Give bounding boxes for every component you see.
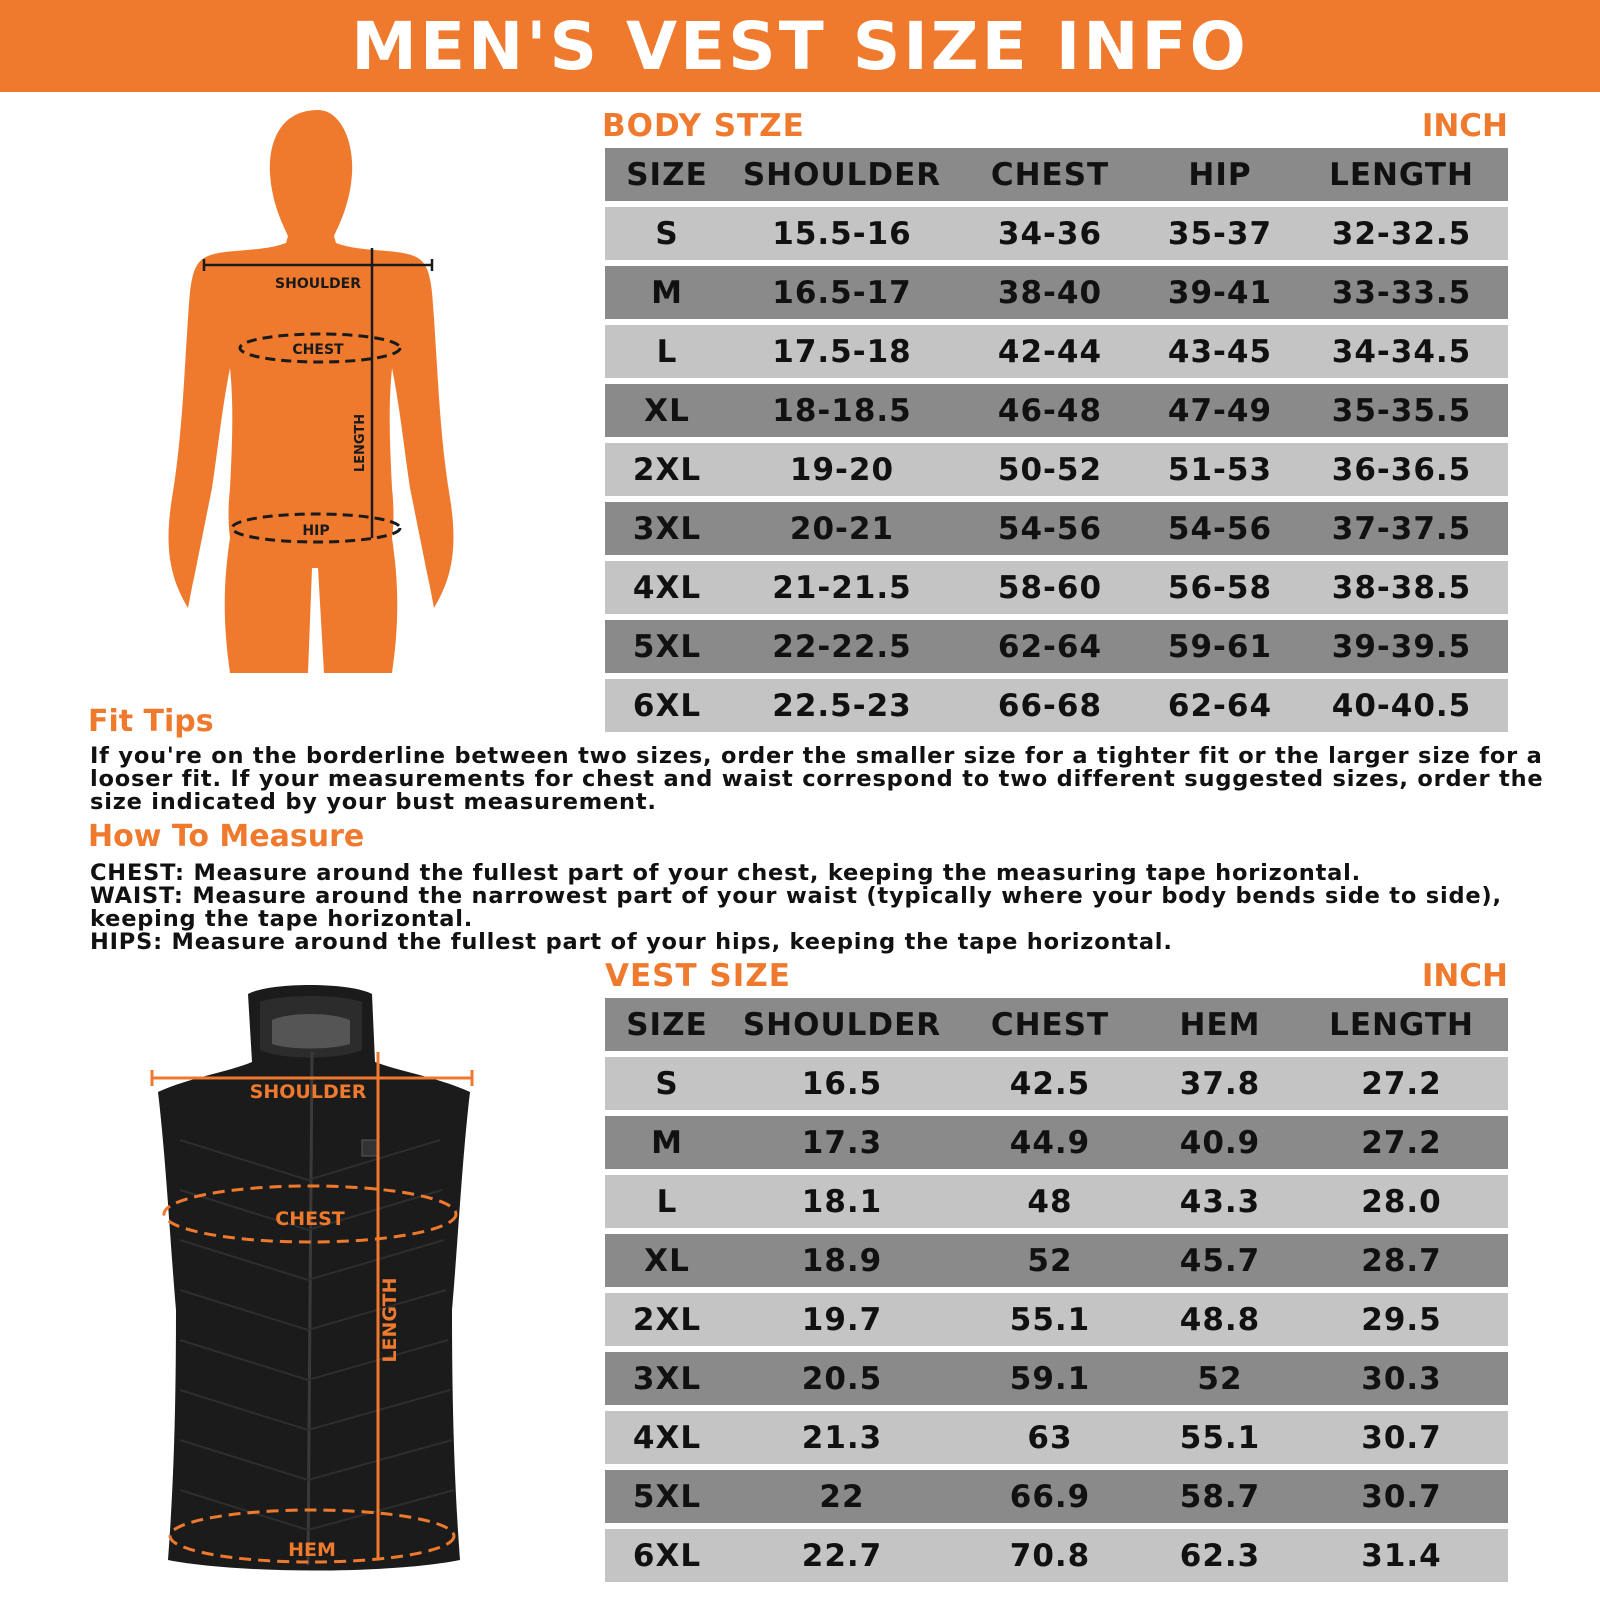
table-cell: 22: [819, 1478, 865, 1515]
table-cell: 39-41: [1167, 274, 1273, 311]
header-cell: SHOULDER: [742, 1006, 942, 1043]
header-cell: LENGTH: [1329, 156, 1474, 193]
table-cell: 3XL: [632, 510, 702, 547]
table-cell: 28.7: [1361, 1242, 1442, 1279]
table-cell: 62.3: [1179, 1537, 1261, 1574]
table-cell: 62-64: [1167, 687, 1273, 724]
table-cell: 2XL: [632, 451, 702, 488]
table-cell: 43.3: [1179, 1183, 1261, 1220]
table-cell: 70.8: [1009, 1537, 1091, 1574]
table-cell: 19.7: [801, 1301, 883, 1338]
table-cell: 52: [1027, 1242, 1073, 1279]
table-cell: 50-52: [997, 451, 1103, 488]
table-header-row: [605, 998, 1508, 1051]
table-cell: 2XL: [632, 1301, 702, 1338]
table-cell: S: [655, 1065, 679, 1102]
table-cell: 15.5-16: [772, 215, 912, 252]
fit-tips-text: [90, 743, 1544, 815]
table-cell: 22.5-23: [772, 687, 912, 724]
table-cell: M: [651, 1124, 683, 1161]
table-cell: 46-48: [997, 392, 1103, 429]
hip-label: HIP: [302, 523, 330, 539]
header-cell: LENGTH: [1329, 1006, 1474, 1043]
table-cell: XL: [644, 1242, 690, 1279]
table-cell: 19-20: [789, 451, 895, 488]
shoulder-label: SHOULDER: [275, 276, 361, 292]
table-cell: 5XL: [632, 1478, 702, 1515]
table-cell: 55.1: [1009, 1301, 1091, 1338]
table-row: [605, 561, 1508, 614]
vest-figure: [140, 980, 490, 1580]
table-row: [605, 384, 1508, 437]
table-row: [605, 1116, 1508, 1169]
table-cell: 18.9: [801, 1242, 883, 1279]
table-cell: 16.5-17: [772, 274, 912, 311]
table-cell: 34-36: [997, 215, 1103, 252]
table-cell: 35-37: [1167, 215, 1273, 252]
body-unit-label: INCH: [1421, 108, 1508, 144]
table-row: [605, 207, 1508, 260]
table-cell: S: [655, 215, 679, 252]
table-cell: 40.9: [1179, 1124, 1261, 1161]
table-row: [605, 443, 1508, 496]
table-cell: XL: [644, 392, 690, 429]
fit-tips-line: size indicated by your bust measurement.: [90, 789, 657, 815]
table-cell: 5XL: [632, 628, 702, 665]
table-cell: 35-35.5: [1331, 392, 1472, 429]
header-cell: HIP: [1188, 156, 1252, 193]
measure-line: HIPS: Measure around the fullest part of your hips, keeping the tape horizontal.: [90, 929, 1173, 955]
table-cell: 42.5: [1009, 1065, 1091, 1102]
table-row: [605, 1293, 1508, 1346]
table-cell: 29.5: [1361, 1301, 1442, 1338]
table-cell: 20-21: [789, 510, 895, 547]
vest-size-label: VEST SIZE: [605, 958, 791, 994]
table-cell: 51-53: [1167, 451, 1273, 488]
fit-tips-title: Fit Tips: [88, 704, 214, 739]
table-cell: 30.7: [1361, 1478, 1442, 1515]
table-cell: 27.2: [1361, 1065, 1442, 1102]
page-title: MEN'S VEST SIZE INFO: [351, 7, 1249, 85]
table-cell: 47-49: [1167, 392, 1273, 429]
table-cell: 18.1: [801, 1183, 883, 1220]
table-cell: 58.7: [1179, 1478, 1261, 1515]
measure-line: keeping the tape horizontal.: [90, 906, 474, 932]
body-figure: [160, 108, 480, 688]
table-cell: 17.3: [801, 1124, 883, 1161]
table-cell: 4XL: [632, 569, 702, 606]
table-cell: 44.9: [1009, 1124, 1091, 1161]
vest-chest-label: CHEST: [275, 1208, 345, 1230]
table-row: [605, 1234, 1508, 1287]
table-cell: 34-34.5: [1331, 333, 1472, 370]
body-size-label: BODY STZE: [602, 108, 805, 144]
table-cell: 58-60: [997, 569, 1103, 606]
header-cell: CHEST: [990, 1006, 1110, 1043]
table-cell: 16.5: [801, 1065, 883, 1102]
fit-tips-line: looser fit. If your measurements for chest and waist correspond to two different suggested sizes, order the: [90, 766, 1544, 792]
table-cell: M: [651, 274, 683, 311]
vest-shoulder-label: SHOULDER: [249, 1081, 367, 1103]
table-cell: 66.9: [1009, 1478, 1091, 1515]
table-cell: 4XL: [632, 1419, 702, 1456]
title-banner: [0, 0, 1600, 92]
vest-unit-label: INCH: [1421, 958, 1508, 994]
header-cell: SIZE: [626, 156, 708, 193]
table-row: [605, 1175, 1508, 1228]
table-cell: 48: [1027, 1183, 1073, 1220]
header-cell: SIZE: [626, 1006, 708, 1043]
table-cell: 6XL: [632, 687, 702, 724]
table-cell: 21-21.5: [772, 569, 912, 606]
table-cell: L: [656, 333, 678, 370]
table-cell: 59-61: [1167, 628, 1273, 665]
vest-hem-label: HEM: [288, 1539, 336, 1561]
table-row: [605, 1352, 1508, 1405]
table-cell: 54-56: [997, 510, 1103, 547]
header-cell: SHOULDER: [742, 156, 942, 193]
table-cell: 18-18.5: [772, 392, 912, 429]
table-cell: 31.4: [1361, 1537, 1442, 1574]
table-cell: 33-33.5: [1331, 274, 1472, 311]
table-row: [605, 325, 1508, 378]
table-cell: 37-37.5: [1331, 510, 1472, 547]
table-row: [605, 502, 1508, 555]
table-cell: 22.7: [801, 1537, 883, 1574]
vest-length-label: LENGTH: [379, 1277, 401, 1363]
body-silhouette: [169, 110, 454, 673]
header-cell: HEM: [1179, 1006, 1261, 1043]
table-cell: 66-68: [997, 687, 1103, 724]
measure-line: CHEST: Measure around the fullest part of your chest, keeping the measuring tape horizontal.: [90, 860, 1361, 886]
table-cell: 40-40.5: [1331, 687, 1472, 724]
table-cell: 38-38.5: [1331, 569, 1472, 606]
table-cell: 28.0: [1361, 1183, 1442, 1220]
table-cell: 59.1: [1009, 1360, 1091, 1397]
table-cell: 56-58: [1167, 569, 1273, 606]
how-to-measure-title: How To Measure: [88, 819, 365, 854]
table-cell: 27.2: [1361, 1124, 1442, 1161]
table-cell: 21.3: [801, 1419, 883, 1456]
table-row: [605, 1529, 1508, 1582]
table-cell: 32-32.5: [1331, 215, 1472, 252]
table-cell: 42-44: [997, 333, 1103, 370]
table-cell: 30.7: [1361, 1419, 1442, 1456]
table-cell: 30.3: [1361, 1360, 1442, 1397]
header-cell: CHEST: [990, 156, 1110, 193]
fit-tips-line: If you're on the borderline between two sizes, order the smaller size for a tighter fit or the larger size for a: [90, 743, 1543, 769]
table-header-row: [605, 148, 1508, 201]
table-cell: 37.8: [1179, 1065, 1261, 1102]
table-cell: 6XL: [632, 1537, 702, 1574]
table-cell: 45.7: [1179, 1242, 1261, 1279]
table-cell: 20.5: [801, 1360, 883, 1397]
table-row: [605, 679, 1508, 732]
measure-line: WAIST: Measure around the narrowest part of your waist (typically where your body bends side to side),: [90, 883, 1502, 909]
table-cell: 36-36.5: [1331, 451, 1472, 488]
table-row: [605, 1411, 1508, 1464]
chest-label: CHEST: [292, 342, 344, 358]
table-cell: 52: [1197, 1360, 1243, 1397]
table-cell: 63: [1027, 1419, 1073, 1456]
table-row: [605, 620, 1508, 673]
table-cell: 22-22.5: [772, 628, 912, 665]
table-row: [605, 1470, 1508, 1523]
table-row: [605, 1057, 1508, 1110]
table-cell: 39-39.5: [1331, 628, 1472, 665]
table-cell: 55.1: [1179, 1419, 1261, 1456]
table-cell: L: [656, 1183, 678, 1220]
length-label: LENGTH: [353, 413, 368, 473]
table-cell: 3XL: [632, 1360, 702, 1397]
table-cell: 43-45: [1167, 333, 1273, 370]
table-cell: 62-64: [997, 628, 1103, 665]
how-to-measure-text: [90, 862, 1510, 954]
table-cell: 17.5-18: [772, 333, 912, 370]
table-cell: 48.8: [1179, 1301, 1261, 1338]
table-cell: 38-40: [997, 274, 1103, 311]
table-row: [605, 266, 1508, 319]
table-cell: 54-56: [1167, 510, 1273, 547]
